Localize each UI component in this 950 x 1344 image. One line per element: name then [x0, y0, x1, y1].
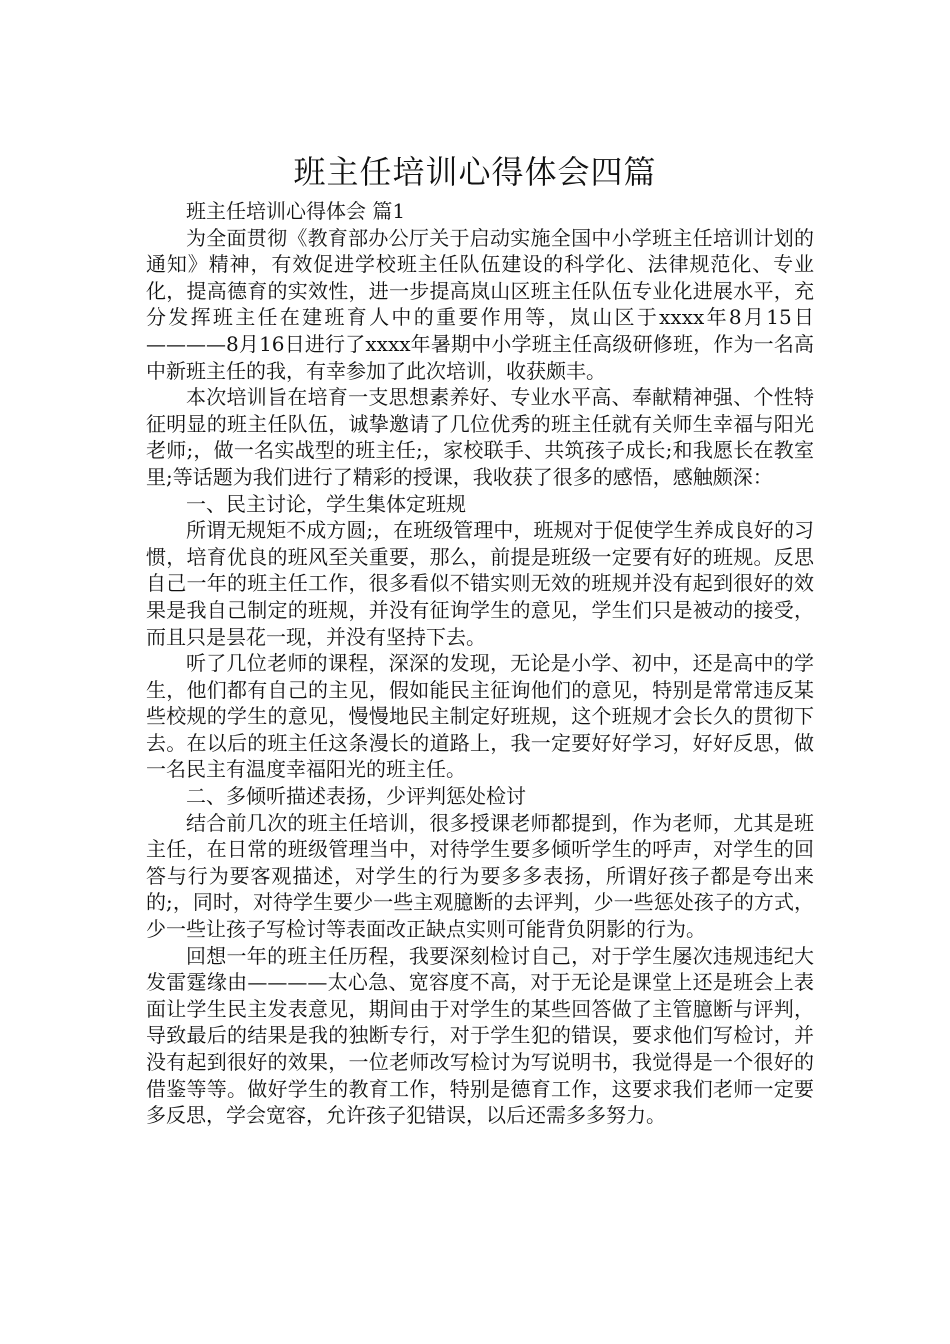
body-paragraph: 回想一年的班主任历程，我要深刻检讨自己，对于学生屡次违规违纪大发雷霆缘由————太心急、宽容度不高，对于无论是课堂上还是班会上表面让学生民主发表意见，期间由于对学生的某些回答做了主管臆断与评判，导致最后的结果是我的独断专行，对于学生犯的错误，要求他们写检讨，并没有起到很好的效果，一位老师改写检讨为写说明书，我觉得是一个很好的借鉴等等。做好学生的教育工作，特别是德育工作，这要求我们老师一定要多反思，学会宽容，允许孩子犯错误，以后还需多多努力。 [146, 943, 814, 1128]
section-heading: 班主任培训心得体会 篇1 [186, 199, 406, 223]
document-body [146, 198, 814, 1129]
section-heading: 二、多倾听描述表扬，少评判惩处检讨 [186, 784, 526, 809]
body-paragraph: 所谓无规矩不成方圆;，在班级管理中，班规对于促使学生养成良好的习惯，培育优良的班风至关重要，那么，前提是班级一定要有好的班规。反思自己一年的班主任工作，很多看似不错实则无效的班规并没有起到很好的效果是我自己制定的班规，并没有征询学生的意见，学生们只是被动的接受，而且只是昙花一现，并没有坚持下去。 [146, 518, 814, 649]
body-paragraph: 本次培训旨在培育一支思想素养好、专业水平高、奉献精神强、个性特征明显的班主任队伍，诚挚邀请了几位优秀的班主任就有关师生幸福与阳光老师;，做一名实战型的班主任;，家校联手、共筑孩子成长;和我愿长在教室里;等话题为我们进行了精彩的授课，我收获了很多的感悟，感触颇深： [146, 385, 814, 489]
section-heading: 一、民主讨论，学生集体定班规 [186, 491, 466, 516]
document-title: 班主任培训心得体会四篇 [293, 153, 657, 192]
body-paragraph: 听了几位老师的课程，深深的发现，无论是小学、初中，还是高中的学生，他们都有自己的主见，假如能民主征询他们的意见，特别是常常违反某些校规的学生的意见，慢慢地民主制定好班规，这个班规才会长久的贯彻下去。在以后的班主任这条漫长的道路上，我一定要好好学习，好好反思，做一名民主有温度幸福阳光的班主任。 [146, 651, 814, 782]
body-paragraph: 为全面贯彻《教育部办公厅关于启动实施全国中小学班主任培训计划的通知》精神，有效促进学校班主任队伍建设的科学化、法律规范化、专业化，提高德育的实效性，进一步提高岚山区班主任队伍专业化进展水平，充分发挥班主任在建班育人中的重要作用等，岚山区于xxxx年8月15日————8月16日进行了xxxx年暑期中小学班主任高级研修班，作为一名高中新班主任的我，有幸参加了此次培训，收获颇丰。 [146, 225, 814, 383]
body-paragraph: 结合前几次的班主任培训，很多授课老师都提到，作为老师，尤其是班主任，在日常的班级管理当中，对待学生要多倾听学生的呼声，对学生的回答与行为要客观描述，对学生的行为要多多表扬，所谓好孩子都是夸出来的;，同时，对待学生要少一些主观臆断的去评判，少一些惩处孩子的方式，少一些让孩子写检讨等表面改正缺点实则可能背负阴影的行为。 [146, 810, 814, 942]
